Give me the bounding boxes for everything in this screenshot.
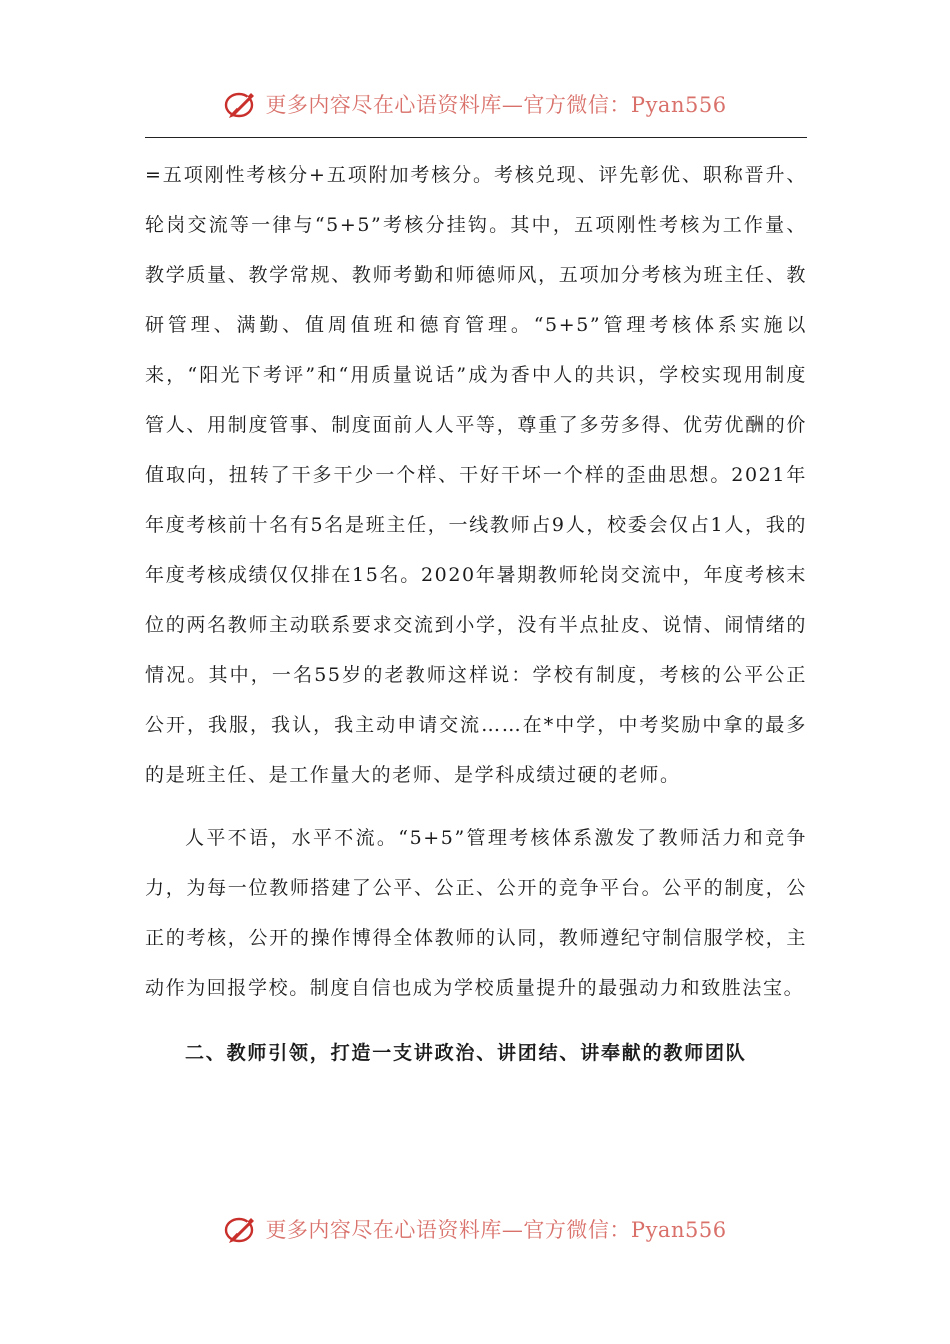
quill-pen-logo-icon — [223, 1213, 259, 1245]
quill-pen-logo-icon — [223, 88, 259, 120]
header-rule — [145, 137, 807, 138]
header-banner — [0, 84, 950, 124]
footer-banner — [0, 1209, 950, 1249]
banner-text: 更多内容尽在心语资料库—官方微信：Pyan556 — [265, 93, 727, 117]
document-body — [145, 150, 807, 1078]
paragraph-1: =五项刚性考核分+五项附加考核分。考核兑现、评先彰优、职称晋升、轮岗交流等一律与“5+5”考核分挂钩。其中，五项刚性考核为工作量、教学质量、教学常规、教师考勤和师德师风，五项加分考核为班主任、教研管理、满勤、值周值班和德育管理。“5+5”管理考核体系实施以来，“阳光下考评”和“用质量说话”成为香中人的共识，学校实现用制度管人、用制度管事、制度面前人人平等，尊重了多劳多得、优劳优酬的价值取向，扭转了干多干少一个样、干好干坏一个样的歪曲思想。2021年年度考核前十名有5名是班主任，一线教师占9人，校委会仅占1人，我的年度考核成绩仅仅排在15名。2020年暑期教师轮岗交流中，年度考核末位的两名教师主动联系要求交流到小学，没有半点扯皮、说情、闹情绪的情况。其中，一名55岁的老教师这样说：学校有制度，考核的公平公正公开，我服，我认，我主动申请交流……在*中学，中考奖励中拿的最多的是班主任、是工作量大的老师、是学科成绩过硬的老师。 — [145, 164, 807, 786]
paragraph-2: 人平不语，水平不流。“5+5”管理考核体系激发了教师活力和竞争力，为每一位教师搭建了公平、公正、公开的竞争平台。公平的制度，公正的考核，公开的操作博得全体教师的认同，教师遵纪守制信服学校，主动作为回报学校。制度自信也成为学校质量提升的最强动力和致胜法宝。 — [145, 827, 807, 999]
section-heading-2: 二、教师引领，打造一支讲政治、讲团结、讲奉献的教师团队 — [185, 1042, 747, 1064]
banner-text: 更多内容尽在心语资料库—官方微信：Pyan556 — [265, 1218, 727, 1242]
